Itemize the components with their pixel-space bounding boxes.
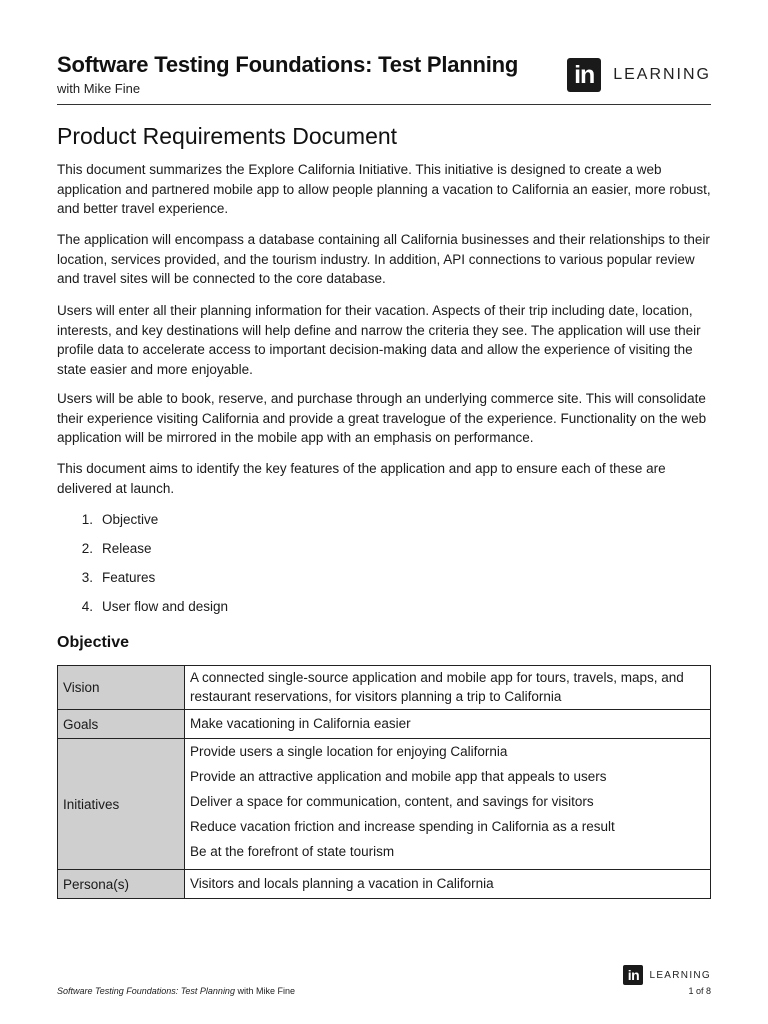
paragraph-3: Users will enter all their planning information for their vacation. Aspects of their trip including date, location, interests, and key destinations will help define and narrow the criteria they see. The application will use their profile data to accelerate access to important decision-making data and allow the experience of visiting the state easier and more enjoyable. — [57, 303, 701, 377]
initiative-item: Be at the forefront of state tourism — [190, 844, 395, 859]
initiative-item: Deliver a space for communication, content, and savings for visitors — [190, 794, 594, 809]
linkedin-icon: in — [623, 965, 643, 985]
list-label: Features — [102, 570, 156, 585]
footer-linkedin-learning-logo — [623, 965, 711, 985]
initiative-item: Reduce vacation friction and increase spending in California as a result — [190, 819, 615, 834]
objective-table — [57, 665, 711, 899]
persona-value: Visitors and locals planning a vacation in California — [185, 870, 711, 899]
brand-text: LEARNING — [613, 66, 711, 83]
contents-list — [57, 510, 228, 626]
paragraph-4: Users will be able to book, reserve, and purchase through an underlying commerce site. This will consolidate their experience visiting California and provide a great travelogue of the experience. Functionality on the web application will be mirrored in the mobile app with an emphasis on performance. — [57, 391, 707, 445]
initiatives-value — [185, 739, 711, 870]
footer-course-title: Software Testing Foundations: Test Planning — [57, 986, 235, 996]
list-item — [57, 539, 228, 568]
vision-label: Vision — [58, 666, 185, 710]
course-title: Software Testing Foundations: Test Planning — [57, 52, 519, 77]
list-label: User flow and design — [102, 599, 229, 614]
persona-label: Persona(s) — [58, 870, 185, 899]
goals-label: Goals — [58, 710, 185, 739]
footer-course-credit — [57, 986, 295, 996]
list-number: 1. — [81, 512, 93, 527]
list-item — [57, 597, 228, 626]
linkedin-learning-logo — [567, 56, 711, 94]
course-author: with Mike Fine — [57, 81, 141, 96]
initiative-item: Provide an attractive application and mobile app that appeals to users — [190, 769, 607, 784]
page-header — [57, 52, 711, 105]
section-heading-objective: Objective — [57, 634, 130, 651]
initiatives-label: Initiatives — [58, 739, 185, 870]
linkedin-icon: in — [567, 58, 601, 92]
document-title: Product Requirements Document — [57, 123, 398, 149]
paragraph-5: This document aims to identify the key features of the application and app to ensure each of these are delivered at launch. — [57, 461, 666, 496]
list-item — [57, 568, 228, 597]
footer-author: with Mike Fine — [234, 986, 295, 996]
footer-brand-text: LEARNING — [649, 969, 711, 981]
list-label: Objective — [102, 512, 159, 527]
goals-value: Make vacationing in California easier — [185, 710, 711, 739]
list-label: Release — [102, 541, 152, 556]
vision-value: A connected single-source application and mobile app for tours, travels, maps, and restaurant reservations, for visitors planning a trip to California — [185, 666, 711, 710]
initiative-item: Provide users a single location for enjoying California — [190, 744, 508, 759]
table-row-vision — [58, 666, 711, 710]
paragraph-1: This document summarizes the Explore California Initiative. This initiative is designed to create a web application and partnered mobile app to allow people planning a vacation to California an easier, more robust, and better travel experience. — [57, 162, 711, 216]
paragraph-2: The application will encompass a database containing all California businesses and their relationships to their location, services provided, and the tourism industry. In addition, API connections to various popular review and travel sites will be connected to the core database. — [57, 232, 710, 286]
list-number: 2. — [81, 541, 93, 556]
list-number: 4. — [81, 599, 93, 614]
table-row-persona — [58, 870, 711, 899]
page-indicator: 1 of 8 — [688, 986, 711, 996]
table-row-initiatives — [58, 739, 711, 870]
table-row-goals — [58, 710, 711, 739]
list-number: 3. — [81, 570, 93, 585]
list-item — [57, 510, 228, 539]
